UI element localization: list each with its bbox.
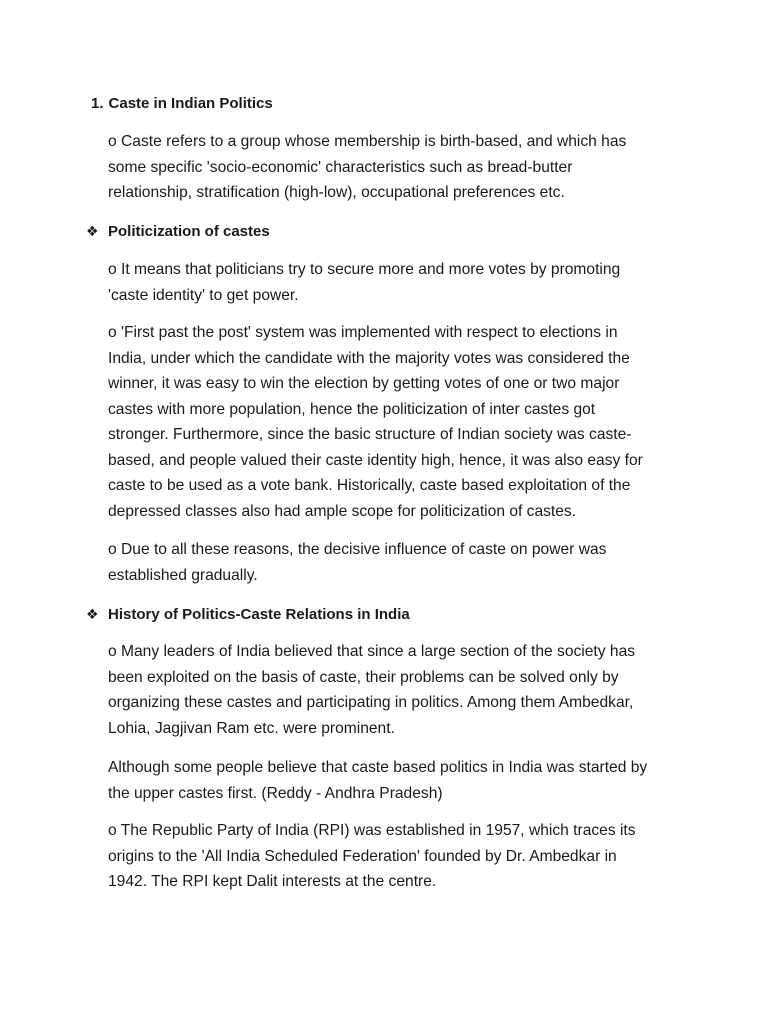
subheading-politicization-of-castes (86, 220, 270, 243)
text-line: established gradually. (108, 566, 258, 584)
paragraph-decisive-influence (108, 537, 678, 588)
text-line: 1942. The RPI kept Dalit interests at the centre. (108, 873, 437, 890)
text-line: caste to be used as a vote bank. Historically, caste based exploitation of the (108, 477, 631, 494)
text-line: depressed classes also had ample scope for politicization of castes. (108, 502, 577, 520)
text-line: been exploited on the basis of caste, their problems can be solved only by (108, 668, 619, 686)
text-line: relationship, stratification (high-low), occupational preferences etc. (108, 184, 565, 201)
text-line: India, under which the candidate with the majority votes was considered the (108, 349, 630, 367)
text-line: o The Republic Party of India (RPI) was established in 1957, which traces its (108, 822, 636, 839)
subheading-text: History of Politics-Caste Relations in India (108, 606, 410, 623)
text-line: castes with more population, hence the politicization of inter castes got (108, 400, 596, 418)
subheading-history-politics-caste (86, 603, 410, 626)
text-line: o Caste refers to a group whose membership is birth-based, and which has (108, 133, 627, 150)
text-line: Lohia, Jagjivan Ram etc. were prominent. (108, 719, 395, 737)
section-heading-caste-in-indian-politics (91, 93, 273, 115)
text-line: stronger. Furthermore, since the basic structure of Indian society was caste- (108, 426, 632, 443)
text-line: based, and people valued their caste identity high, hence, it was also easy for (108, 451, 643, 469)
diamond-bullet-icon: ❖ (86, 223, 99, 239)
heading-text: Caste in Indian Politics (108, 95, 273, 112)
paragraph-caste-definition (108, 129, 678, 206)
paragraph-first-past-the-post (108, 320, 678, 524)
text-line: o It means that politicians try to secure more and more votes by promoting (108, 261, 621, 278)
text-line: some specific 'socio-economic' characteristics such as bread-butter (108, 158, 573, 176)
paragraph-upper-castes (108, 755, 678, 806)
text-line: winner, it was easy to win the election by getting votes of one or two major (108, 375, 620, 392)
text-line: 'caste identity' to get power. (108, 286, 299, 304)
paragraph-many-leaders (108, 639, 678, 741)
paragraph-republic-party (108, 818, 678, 895)
diamond-bullet-icon: ❖ (86, 606, 99, 622)
text-line: o 'First past the post' system was implemented with respect to elections in (108, 324, 618, 341)
paragraph-politicization-meaning (108, 257, 678, 308)
text-line: Although some people believe that caste based politics in India was started by (108, 759, 648, 776)
subheading-text: Politicization of castes (108, 223, 270, 240)
text-line: the upper castes first. (Reddy - Andhra Pradesh) (108, 784, 443, 802)
text-line: o Many leaders of India believed that since a large section of the society has (108, 643, 636, 660)
text-line: o Due to all these reasons, the decisive influence of caste on power was (108, 541, 607, 558)
heading-number: 1. (91, 95, 104, 112)
text-line: origins to the 'All India Scheduled Federation' founded by Dr. Ambedkar in (108, 847, 617, 865)
text-line: organizing these castes and participating in politics. Among them Ambedkar, (108, 694, 634, 711)
